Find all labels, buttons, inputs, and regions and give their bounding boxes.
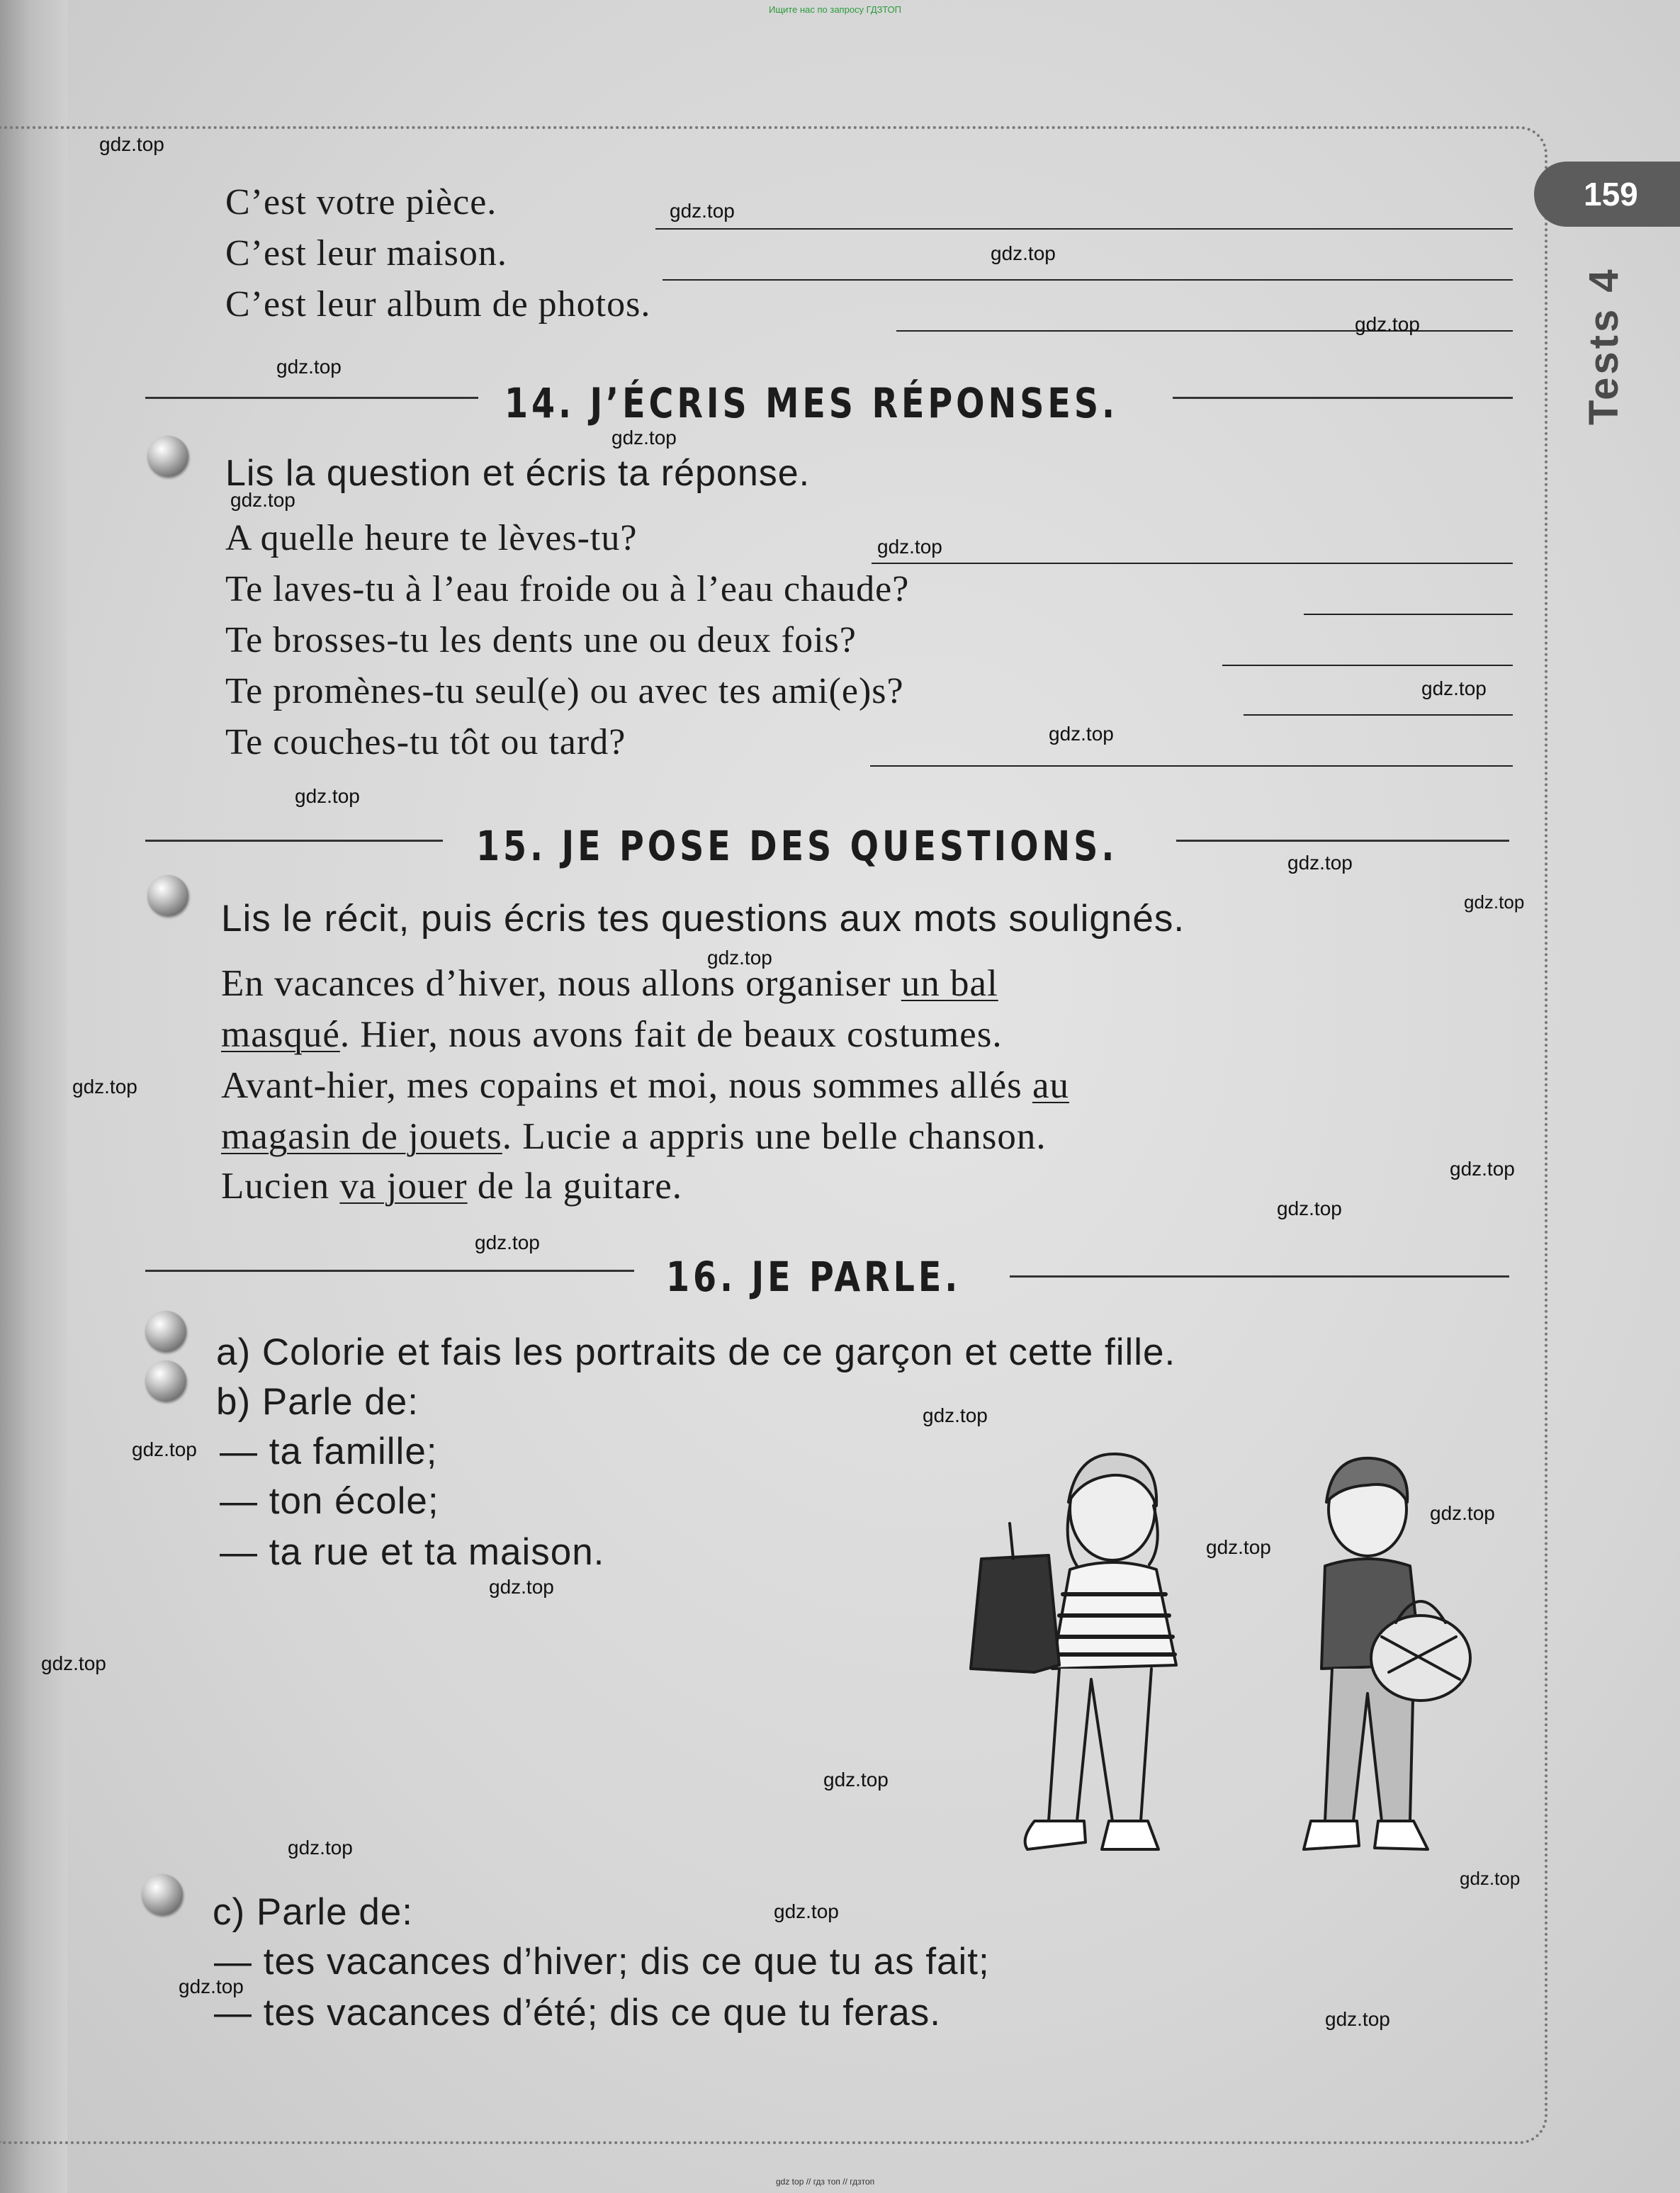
watermark: gdz.top — [923, 1404, 988, 1426]
watermark: gdz.top — [1460, 1868, 1521, 1889]
ex16-task-a: a) Colorie et fais les portraits de ce garçon et cette fille. — [216, 1331, 1176, 1373]
watermark: gdz.top — [1325, 2008, 1390, 2030]
watermark: gdz.top — [1206, 1536, 1271, 1558]
answer-blank[interactable] — [1304, 614, 1513, 615]
ex14-question: Te promènes-tu seul(e) ou avec tes ami(e)s? — [225, 671, 904, 711]
watermark: gdz.top — [991, 242, 1056, 264]
ex14-question: Te brosses-tu les dents une ou deux fois? — [225, 620, 857, 660]
ex16-b-item: — ton école; — [220, 1480, 439, 1522]
watermark: gdz.top — [475, 1231, 540, 1253]
boy-shoe — [1304, 1821, 1359, 1849]
watermark: gdz.top — [99, 133, 164, 155]
watermark: gdz.top — [707, 947, 772, 969]
watermark: gdz.top — [877, 536, 942, 558]
section-rule — [145, 1270, 634, 1272]
watermark: gdz.top — [276, 356, 342, 378]
ex16-b-item: — ta famille; — [220, 1431, 438, 1472]
watermark: gdz.top — [288, 1837, 353, 1859]
hanger-hook — [1010, 1523, 1013, 1559]
watermark: gdz.top — [670, 200, 735, 222]
answer-blank[interactable] — [1244, 714, 1513, 716]
boy-shoe — [1375, 1821, 1428, 1849]
watermark: gdz.top — [1277, 1197, 1342, 1219]
watermark: gdz.top — [41, 1652, 106, 1674]
ex15-story-line — [221, 1016, 1003, 1054]
watermark: gdz.top — [774, 1900, 839, 1922]
answer-blank[interactable] — [663, 279, 1513, 281]
story-text: En vacances d’hiver, nous allons organiser — [221, 963, 901, 1004]
watermark: gdz.top — [1421, 677, 1487, 699]
ex14-question: Te laves-tu à l’eau froide ou à l’eau chaude? — [225, 569, 910, 609]
answer-blank[interactable] — [872, 563, 1513, 564]
watermark: gdz.top — [72, 1076, 137, 1098]
underlined-words: va jouer — [339, 1166, 468, 1207]
watermark: gdz.top — [295, 785, 360, 807]
ex16-bullet-b — [145, 1360, 186, 1402]
girl-shoe — [1102, 1821, 1158, 1849]
underlined-words: magasin de jouets — [221, 1116, 502, 1157]
ex14-instruction: Lis la question et écris ta réponse. — [225, 453, 811, 494]
possessive-line: C’est leur album de photos. — [225, 284, 651, 325]
ex15-story-line — [221, 1067, 1069, 1105]
watermark: gdz.top — [489, 1576, 554, 1598]
story-text: Lucien — [221, 1166, 340, 1207]
ex15-story-line — [221, 1118, 1047, 1156]
watermark: gdz.top — [823, 1769, 889, 1791]
section-tab: Tests 4 — [1581, 266, 1627, 425]
possessive-line: C’est leur maison. — [225, 233, 507, 274]
girl-shoe — [1025, 1821, 1086, 1849]
ex16-bullet-c — [142, 1874, 183, 1915]
story-text: Avant-hier, mes copains et moi, nous sommes allés — [221, 1065, 1032, 1106]
underlined-words: masqué — [221, 1014, 340, 1055]
ex16-task-b: b) Parle de: — [216, 1381, 419, 1423]
watermark: gdz.top — [1430, 1502, 1495, 1524]
ex16-title: 16. JE PARLE. — [666, 1253, 962, 1301]
ex16-b-item: — ta rue et ta maison. — [220, 1531, 605, 1573]
ex16-c-item: — tes vacances d’hiver; dis ce que tu as fait; — [214, 1941, 990, 1983]
watermark: gdz.top — [1464, 891, 1525, 913]
story-text: . Lucie a appris une belle chanson. — [502, 1116, 1047, 1157]
watermark: gdz.top — [132, 1438, 197, 1460]
possessive-line: C’est votre pièce. — [225, 182, 497, 222]
watermark: gdz.top — [230, 489, 295, 511]
watermark: gdz.top — [1450, 1158, 1515, 1180]
section-rule — [145, 397, 478, 399]
ex16-c-item: — tes vacances d’été; dis ce que tu feras. — [214, 1992, 941, 2034]
watermark: gdz.top — [611, 427, 677, 449]
underlined-words: au — [1032, 1065, 1069, 1106]
ex15-bullet — [147, 875, 188, 916]
ex16-task-c: c) Parle de: — [213, 1891, 414, 1933]
story-text: de la guitare. — [467, 1166, 683, 1207]
answer-blank[interactable] — [870, 765, 1513, 767]
section-rule — [145, 840, 443, 842]
children-illustration — [900, 1424, 1509, 1892]
section-rule — [1010, 1275, 1509, 1278]
ex15-instruction: Lis le récit, puis écris tes questions aux mots soulignés. — [221, 898, 1185, 940]
section-rule — [1176, 840, 1509, 842]
watermark: gdz.top — [1355, 313, 1420, 335]
answer-blank[interactable] — [1222, 665, 1513, 666]
footer-note: gdz top // гдз топ // гдзтоп — [776, 2177, 875, 2187]
ex15-story-line — [221, 1168, 682, 1205]
site-note: Ищите нас по запросу ГДЗТОП — [769, 4, 902, 15]
underlined-words: un bal — [901, 963, 998, 1004]
section-rule — [1173, 397, 1513, 399]
watermark: gdz.top — [1049, 723, 1114, 745]
girl-jeans — [1049, 1669, 1151, 1821]
jacket — [971, 1555, 1059, 1672]
ex14-question: Te couches-tu tôt ou tard? — [225, 722, 626, 762]
page-number: 159 — [1534, 162, 1680, 227]
answer-blank[interactable] — [896, 330, 1513, 332]
watermark: gdz.top — [179, 1975, 244, 1997]
ex14-title: 14. J’ÉCRIS MES RÉPONSES. — [504, 379, 1118, 427]
ex16-bullet-a — [145, 1311, 186, 1352]
ex14-question: A quelle heure te lèves-tu? — [225, 518, 638, 558]
answer-blank[interactable] — [655, 228, 1513, 230]
ex14-bullet — [147, 436, 188, 477]
ex15-title: 15. JE POSE DES QUESTIONS. — [476, 822, 1118, 870]
story-text: . Hier, nous avons fait de beaux costumes. — [339, 1014, 1003, 1055]
watermark: gdz.top — [1287, 852, 1353, 874]
ex15-story-line — [221, 965, 998, 1003]
